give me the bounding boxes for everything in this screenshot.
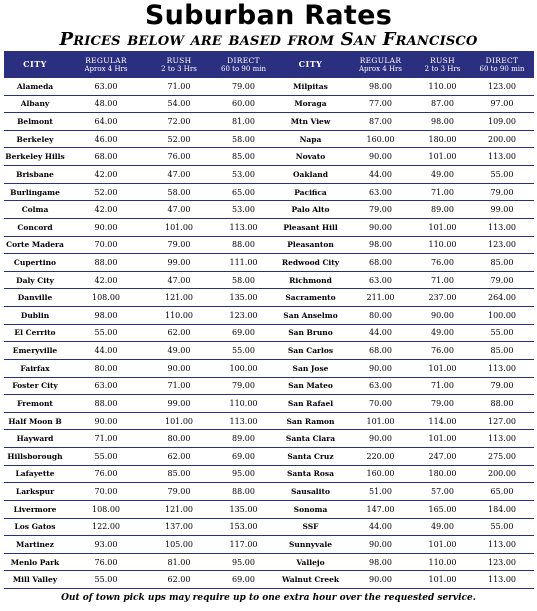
rush-price-cell: 47.00 bbox=[146, 272, 212, 290]
regular-price-cell: 88.00 bbox=[66, 254, 146, 272]
regular-price-cell: 90.00 bbox=[346, 360, 415, 378]
regular-price-cell: 71.00 bbox=[66, 430, 146, 448]
regular-price-cell: 55.00 bbox=[66, 325, 146, 343]
direct-price-cell: 85.00 bbox=[470, 342, 534, 360]
regular-price-cell: 55.00 bbox=[66, 571, 146, 589]
city-name-cell: Albany bbox=[4, 96, 66, 114]
regular-price-cell: 80.00 bbox=[346, 307, 415, 325]
city-name-cell: El Cerrito bbox=[4, 325, 66, 343]
city-name-cell: Palo Alto bbox=[275, 201, 346, 219]
rush-price-cell: 99.00 bbox=[146, 395, 212, 413]
city-name-cell: San Carlos bbox=[275, 342, 346, 360]
regular-price-cell: 79.00 bbox=[346, 201, 415, 219]
regular-price-cell: 90.00 bbox=[346, 571, 415, 589]
city-name-cell: Napa bbox=[275, 131, 346, 149]
city-name-cell: Belmont bbox=[4, 113, 66, 131]
rush-price-cell: 90.00 bbox=[146, 360, 212, 378]
direct-price-cell: 99.00 bbox=[470, 201, 534, 219]
city-name-cell: Berkeley bbox=[4, 131, 66, 149]
city-name-cell: Sacramento bbox=[275, 289, 346, 307]
city-name-cell: Santa Cruz bbox=[275, 448, 346, 466]
rush-price-cell: 71.00 bbox=[146, 78, 212, 96]
regular-price-cell: 88.00 bbox=[66, 395, 146, 413]
city-name-cell: Sausalito bbox=[275, 483, 346, 501]
direct-price-cell: 89.00 bbox=[212, 430, 275, 448]
city-name-cell: Sonoma bbox=[275, 501, 346, 519]
rush-price-cell: 101.00 bbox=[415, 360, 470, 378]
city-name-cell: SSF bbox=[275, 519, 346, 537]
direct-price-cell: 88.00 bbox=[470, 395, 534, 413]
regular-price-cell: 220.00 bbox=[346, 448, 415, 466]
rush-price-cell: 99.00 bbox=[146, 254, 212, 272]
regular-price-cell: 55.00 bbox=[66, 448, 146, 466]
city-name-cell: Moraga bbox=[275, 96, 346, 114]
regular-price-cell: 76.00 bbox=[66, 466, 146, 484]
regular-price-cell: 44.00 bbox=[346, 325, 415, 343]
regular-price-cell: 63.00 bbox=[346, 272, 415, 290]
rush-price-cell: 81.00 bbox=[146, 554, 212, 572]
city-name-cell: Vallejo bbox=[275, 554, 346, 572]
rush-price-cell: 101.00 bbox=[415, 571, 470, 589]
header-city-2: CITY bbox=[275, 51, 346, 78]
city-name-cell: Santa Clara bbox=[275, 430, 346, 448]
header-regular-2: REGULAR Aprox 4 Hrs bbox=[346, 51, 415, 78]
rush-price-cell: 110.00 bbox=[415, 78, 470, 96]
regular-price-cell: 77.00 bbox=[346, 96, 415, 114]
direct-price-cell: 135.00 bbox=[212, 289, 275, 307]
rush-price-cell: 79.00 bbox=[415, 395, 470, 413]
rush-price-cell: 101.00 bbox=[415, 536, 470, 554]
city-name-cell: Santa Rosa bbox=[275, 466, 346, 484]
rush-price-cell: 58.00 bbox=[146, 184, 212, 202]
regular-price-cell: 70.00 bbox=[66, 483, 146, 501]
direct-price-cell: 69.00 bbox=[212, 448, 275, 466]
direct-price-cell: 79.00 bbox=[212, 78, 275, 96]
direct-price-cell: 123.00 bbox=[470, 237, 534, 255]
city-name-cell: Danville bbox=[4, 289, 66, 307]
city-name-cell: Foster City bbox=[4, 378, 66, 396]
rush-price-cell: 89.00 bbox=[415, 201, 470, 219]
city-name-cell: Walnut Creek bbox=[275, 571, 346, 589]
city-name-cell: Dublin bbox=[4, 307, 66, 325]
direct-price-cell: 200.00 bbox=[470, 131, 534, 149]
city-name-cell: Menlo Park bbox=[4, 554, 66, 572]
rush-price-cell: 90.00 bbox=[415, 307, 470, 325]
rush-price-cell: 71.00 bbox=[415, 184, 470, 202]
city-name-cell: Los Gatos bbox=[4, 519, 66, 537]
regular-price-cell: 108.00 bbox=[66, 501, 146, 519]
regular-price-cell: 70.00 bbox=[66, 237, 146, 255]
regular-price-cell: 63.00 bbox=[346, 378, 415, 396]
city-name-cell: Lafayette bbox=[4, 466, 66, 484]
direct-price-cell: 95.00 bbox=[212, 466, 275, 484]
regular-price-cell: 90.00 bbox=[66, 219, 146, 237]
direct-price-cell: 55.00 bbox=[212, 342, 275, 360]
city-name-cell: Fairfax bbox=[4, 360, 66, 378]
direct-price-cell: 117.00 bbox=[212, 536, 275, 554]
city-name-cell: Mtn View bbox=[275, 113, 346, 131]
rush-price-cell: 98.00 bbox=[415, 113, 470, 131]
rush-price-cell: 71.00 bbox=[415, 272, 470, 290]
regular-price-cell: 70.00 bbox=[346, 395, 415, 413]
direct-price-cell: 113.00 bbox=[212, 413, 275, 431]
direct-price-cell: 100.00 bbox=[212, 360, 275, 378]
direct-price-cell: 58.00 bbox=[212, 272, 275, 290]
regular-price-cell: 63.00 bbox=[346, 184, 415, 202]
direct-price-cell: 109.00 bbox=[470, 113, 534, 131]
direct-price-cell: 81.00 bbox=[212, 113, 275, 131]
regular-price-cell: 98.00 bbox=[346, 237, 415, 255]
rush-price-cell: 101.00 bbox=[415, 430, 470, 448]
city-name-cell: Burlingame bbox=[4, 184, 66, 202]
direct-price-cell: 153.00 bbox=[212, 519, 275, 537]
rush-price-cell: 71.00 bbox=[146, 378, 212, 396]
city-name-cell: San Jose bbox=[275, 360, 346, 378]
direct-price-cell: 184.00 bbox=[470, 501, 534, 519]
regular-price-cell: 42.00 bbox=[66, 272, 146, 290]
header-direct: DIRECT 60 to 90 min bbox=[212, 51, 275, 78]
footer-note: Out of town pick ups may require up to one extra hour over the requested service. bbox=[61, 593, 476, 603]
city-name-cell: Fremont bbox=[4, 395, 66, 413]
regular-price-cell: 68.00 bbox=[346, 254, 415, 272]
page-subtitle: Prices below are based from San Francisco bbox=[59, 29, 478, 50]
city-name-cell: Oakland bbox=[275, 166, 346, 184]
rush-price-cell: 101.00 bbox=[415, 219, 470, 237]
direct-price-cell: 79.00 bbox=[470, 378, 534, 396]
header-city: CITY bbox=[4, 51, 66, 78]
rush-price-cell: 72.00 bbox=[146, 113, 212, 131]
direct-price-cell: 113.00 bbox=[470, 536, 534, 554]
regular-price-cell: 160.00 bbox=[346, 466, 415, 484]
regular-price-cell: 44.00 bbox=[346, 519, 415, 537]
rush-price-cell: 247.00 bbox=[415, 448, 470, 466]
regular-price-cell: 90.00 bbox=[66, 413, 146, 431]
rush-price-cell: 121.00 bbox=[146, 289, 212, 307]
rush-price-cell: 110.00 bbox=[415, 554, 470, 572]
rush-price-cell: 110.00 bbox=[415, 237, 470, 255]
rush-price-cell: 49.00 bbox=[146, 342, 212, 360]
regular-price-cell: 90.00 bbox=[346, 430, 415, 448]
city-name-cell: San Ramon bbox=[275, 413, 346, 431]
city-name-cell: Pleasant Hill bbox=[275, 219, 346, 237]
direct-price-cell: 123.00 bbox=[212, 307, 275, 325]
direct-price-cell: 113.00 bbox=[470, 571, 534, 589]
rush-price-cell: 165.00 bbox=[415, 501, 470, 519]
city-name-cell: Richmond bbox=[275, 272, 346, 290]
direct-price-cell: 58.00 bbox=[212, 131, 275, 149]
direct-price-cell: 55.00 bbox=[470, 325, 534, 343]
direct-price-cell: 200.00 bbox=[470, 466, 534, 484]
city-name-cell: Larkspur bbox=[4, 483, 66, 501]
direct-price-cell: 113.00 bbox=[212, 219, 275, 237]
rush-price-cell: 62.00 bbox=[146, 448, 212, 466]
regular-price-cell: 80.00 bbox=[66, 360, 146, 378]
direct-price-cell: 275.00 bbox=[470, 448, 534, 466]
direct-price-cell: 85.00 bbox=[470, 254, 534, 272]
city-name-cell: Cupertino bbox=[4, 254, 66, 272]
rush-price-cell: 47.00 bbox=[146, 201, 212, 219]
city-name-cell: Berkeley Hills bbox=[4, 148, 66, 166]
city-name-cell: Pacifica bbox=[275, 184, 346, 202]
rush-price-cell: 47.00 bbox=[146, 166, 212, 184]
rush-price-cell: 101.00 bbox=[415, 148, 470, 166]
rush-price-cell: 76.00 bbox=[146, 148, 212, 166]
direct-price-cell: 88.00 bbox=[212, 483, 275, 501]
direct-price-cell: 55.00 bbox=[470, 519, 534, 537]
header-rush: RUSH 2 to 3 Hrs bbox=[146, 51, 212, 78]
city-name-cell: Hayward bbox=[4, 430, 66, 448]
direct-price-cell: 111.00 bbox=[212, 254, 275, 272]
direct-price-cell: 113.00 bbox=[470, 219, 534, 237]
direct-price-cell: 79.00 bbox=[470, 272, 534, 290]
regular-price-cell: 63.00 bbox=[66, 78, 146, 96]
rush-price-cell: 76.00 bbox=[415, 342, 470, 360]
rush-price-cell: 180.00 bbox=[415, 466, 470, 484]
header-regular: REGULAR Aprox 4 Hrs bbox=[66, 51, 146, 78]
regular-price-cell: 160.00 bbox=[346, 131, 415, 149]
regular-price-cell: 98.00 bbox=[346, 78, 415, 96]
rush-price-cell: 110.00 bbox=[146, 307, 212, 325]
direct-price-cell: 113.00 bbox=[470, 430, 534, 448]
direct-price-cell: 55.00 bbox=[470, 166, 534, 184]
direct-price-cell: 97.00 bbox=[470, 96, 534, 114]
direct-price-cell: 127.00 bbox=[470, 413, 534, 431]
rush-price-cell: 137.00 bbox=[146, 519, 212, 537]
direct-price-cell: 53.00 bbox=[212, 166, 275, 184]
city-name-cell: San Rafael bbox=[275, 395, 346, 413]
regular-price-cell: 122.00 bbox=[66, 519, 146, 537]
regular-price-cell: 90.00 bbox=[346, 219, 415, 237]
regular-price-cell: 98.00 bbox=[66, 307, 146, 325]
city-name-cell: Colma bbox=[4, 201, 66, 219]
city-name-cell: Hillsborough bbox=[4, 448, 66, 466]
rush-price-cell: 80.00 bbox=[146, 430, 212, 448]
direct-price-cell: 65.00 bbox=[470, 483, 534, 501]
city-name-cell: Alameda bbox=[4, 78, 66, 96]
city-name-cell: Novato bbox=[275, 148, 346, 166]
regular-price-cell: 108.00 bbox=[66, 289, 146, 307]
direct-price-cell: 69.00 bbox=[212, 325, 275, 343]
regular-price-cell: 211.00 bbox=[346, 289, 415, 307]
header-direct-2: DIRECT 60 to 90 min bbox=[470, 51, 534, 78]
regular-price-cell: 101.00 bbox=[346, 413, 415, 431]
city-name-cell: Pleasanton bbox=[275, 237, 346, 255]
rush-price-cell: 62.00 bbox=[146, 571, 212, 589]
city-name-cell: Half Moon B bbox=[4, 413, 66, 431]
city-name-cell: Martinez bbox=[4, 536, 66, 554]
rush-price-cell: 52.00 bbox=[146, 131, 212, 149]
rush-price-cell: 180.00 bbox=[415, 131, 470, 149]
rush-price-cell: 121.00 bbox=[146, 501, 212, 519]
regular-price-cell: 64.00 bbox=[66, 113, 146, 131]
page-title: Suburban Rates bbox=[144, 0, 393, 31]
regular-price-cell: 48.00 bbox=[66, 96, 146, 114]
rush-price-cell: 54.00 bbox=[146, 96, 212, 114]
regular-price-cell: 93.00 bbox=[66, 536, 146, 554]
city-name-cell: Livermore bbox=[4, 501, 66, 519]
direct-price-cell: 85.00 bbox=[212, 148, 275, 166]
regular-price-cell: 87.00 bbox=[346, 113, 415, 131]
direct-price-cell: 113.00 bbox=[470, 360, 534, 378]
city-name-cell: Redwood City bbox=[275, 254, 346, 272]
rush-price-cell: 76.00 bbox=[415, 254, 470, 272]
regular-price-cell: 51.00 bbox=[346, 483, 415, 501]
regular-price-cell: 98.00 bbox=[346, 554, 415, 572]
direct-price-cell: 110.00 bbox=[212, 395, 275, 413]
regular-price-cell: 68.00 bbox=[346, 342, 415, 360]
direct-price-cell: 113.00 bbox=[470, 148, 534, 166]
rush-price-cell: 49.00 bbox=[415, 325, 470, 343]
regular-price-cell: 90.00 bbox=[346, 536, 415, 554]
regular-price-cell: 46.00 bbox=[66, 131, 146, 149]
direct-price-cell: 100.00 bbox=[470, 307, 534, 325]
rush-price-cell: 101.00 bbox=[146, 413, 212, 431]
rush-price-cell: 49.00 bbox=[415, 166, 470, 184]
city-name-cell: Brisbane bbox=[4, 166, 66, 184]
rush-price-cell: 237.00 bbox=[415, 289, 470, 307]
direct-price-cell: 123.00 bbox=[470, 554, 534, 572]
city-name-cell: Sunnyvale bbox=[275, 536, 346, 554]
rush-price-cell: 71.00 bbox=[415, 378, 470, 396]
direct-price-cell: 65.00 bbox=[212, 184, 275, 202]
rush-price-cell: 49.00 bbox=[415, 519, 470, 537]
direct-price-cell: 88.00 bbox=[212, 237, 275, 255]
direct-price-cell: 79.00 bbox=[470, 184, 534, 202]
direct-price-cell: 95.00 bbox=[212, 554, 275, 572]
rush-price-cell: 62.00 bbox=[146, 325, 212, 343]
rush-price-cell: 105.00 bbox=[146, 536, 212, 554]
city-name-cell: San Mateo bbox=[275, 378, 346, 396]
rush-price-cell: 101.00 bbox=[146, 219, 212, 237]
regular-price-cell: 44.00 bbox=[346, 166, 415, 184]
regular-price-cell: 42.00 bbox=[66, 201, 146, 219]
rush-price-cell: 114.00 bbox=[415, 413, 470, 431]
city-name-cell: Concord bbox=[4, 219, 66, 237]
direct-price-cell: 123.00 bbox=[470, 78, 534, 96]
city-name-cell: Emeryville bbox=[4, 342, 66, 360]
city-name-cell: Milpitas bbox=[275, 78, 346, 96]
regular-price-cell: 63.00 bbox=[66, 378, 146, 396]
city-name-cell: San Anselmo bbox=[275, 307, 346, 325]
regular-price-cell: 52.00 bbox=[66, 184, 146, 202]
regular-price-cell: 76.00 bbox=[66, 554, 146, 572]
regular-price-cell: 147.00 bbox=[346, 501, 415, 519]
header-rush-2: RUSH 2 to 3 Hrs bbox=[415, 51, 470, 78]
direct-price-cell: 79.00 bbox=[212, 378, 275, 396]
direct-price-cell: 60.00 bbox=[212, 96, 275, 114]
direct-price-cell: 69.00 bbox=[212, 571, 275, 589]
regular-price-cell: 42.00 bbox=[66, 166, 146, 184]
regular-price-cell: 68.00 bbox=[66, 148, 146, 166]
city-name-cell: Daly City bbox=[4, 272, 66, 290]
rush-price-cell: 57.00 bbox=[415, 483, 470, 501]
regular-price-cell: 44.00 bbox=[66, 342, 146, 360]
direct-price-cell: 135.00 bbox=[212, 501, 275, 519]
rush-price-cell: 79.00 bbox=[146, 483, 212, 501]
direct-price-cell: 53.00 bbox=[212, 201, 275, 219]
direct-price-cell: 264.00 bbox=[470, 289, 534, 307]
rates-table bbox=[4, 51, 534, 589]
rush-price-cell: 79.00 bbox=[146, 237, 212, 255]
regular-price-cell: 90.00 bbox=[346, 148, 415, 166]
city-name-cell: Mill Valley bbox=[4, 571, 66, 589]
rush-price-cell: 87.00 bbox=[415, 96, 470, 114]
city-name-cell: Corte Madera bbox=[4, 237, 66, 255]
city-name-cell: San Bruno bbox=[275, 325, 346, 343]
rush-price-cell: 85.00 bbox=[146, 466, 212, 484]
